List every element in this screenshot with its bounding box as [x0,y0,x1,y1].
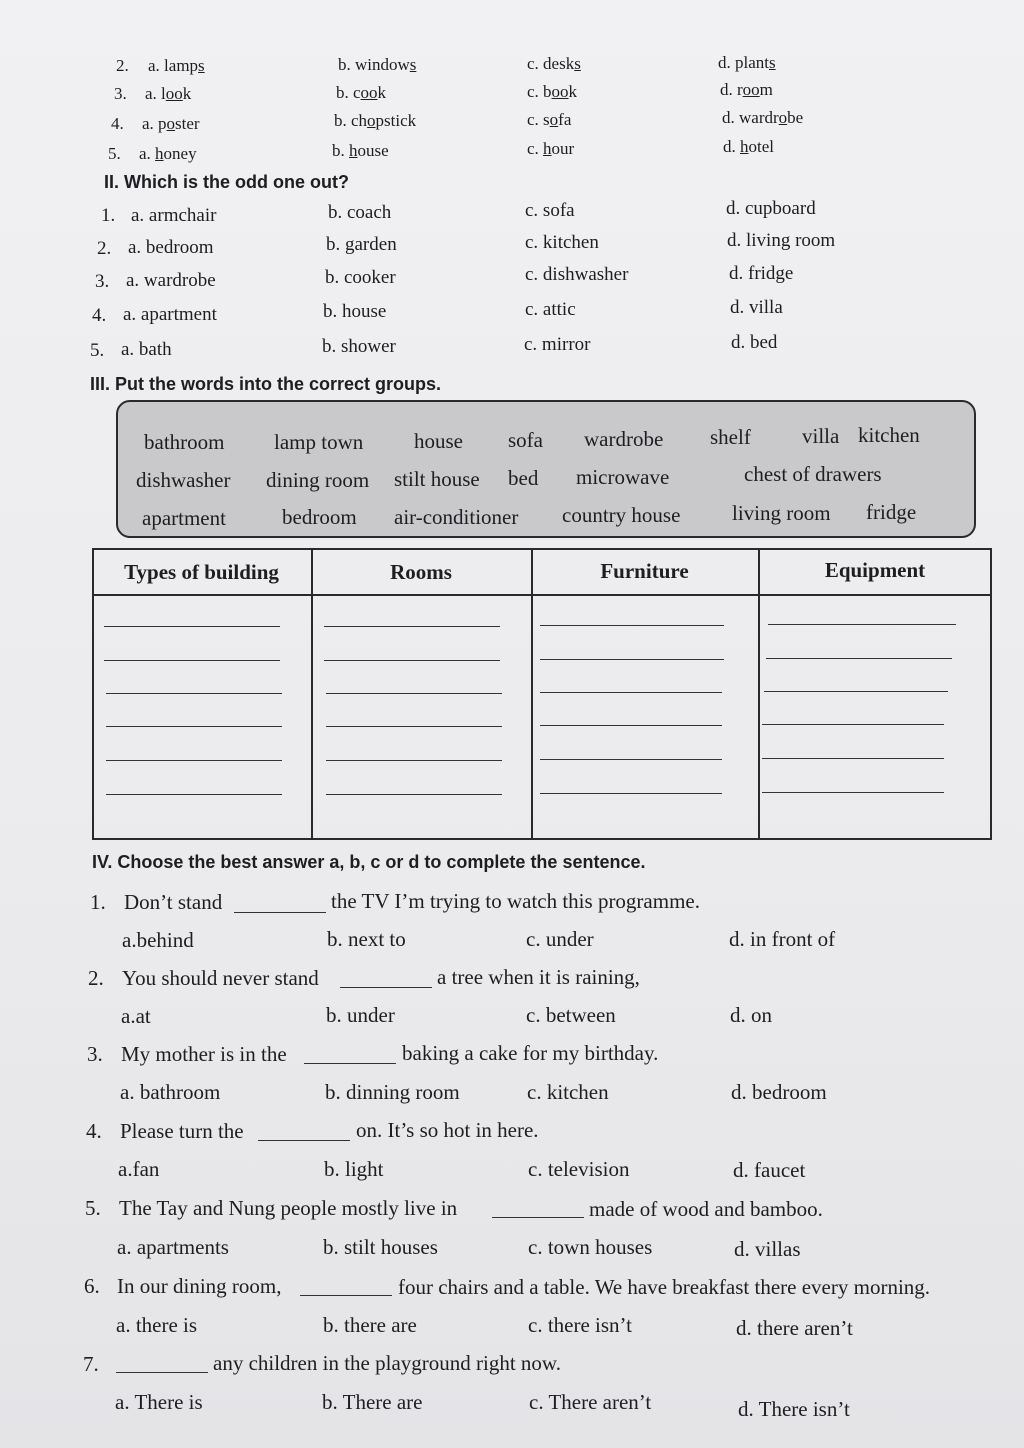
question-number: 7. [83,1352,99,1376]
table-border-left [92,548,94,840]
option-a: a. bedroom [128,237,214,258]
option-letter: d. [722,108,735,127]
underlined-sound: h [155,144,164,163]
option-d: d. bed [731,332,778,353]
answer-blank[interactable] [540,659,724,660]
answer-blank[interactable] [326,760,502,761]
word-part: l [161,84,166,103]
answer-blank[interactable] [764,691,948,692]
question-number: 2. [116,56,129,75]
option-c: c. television [528,1157,630,1181]
underlined-sound: s [769,53,776,72]
word-apartment: apartment [142,506,226,530]
word-villa: villa [802,424,840,448]
question-text-before: In our dining room, [117,1274,282,1298]
table-border-top [92,548,992,550]
option-letter: d. [718,53,731,72]
option-a: a. bathroom [120,1080,221,1104]
underlined-sound: o [778,108,788,127]
word-part: s [543,110,550,129]
question-text-after: baking a cake for my birthday. [402,1041,659,1065]
word-part: m [759,80,773,99]
answer-blank[interactable] [540,625,724,626]
option-d: d. faucet [733,1158,806,1182]
question-text-after: made of wood and bamboo. [589,1197,823,1221]
word-part: be [787,108,804,127]
table-column-divider [758,548,760,840]
question-number: 4. [86,1119,102,1143]
word-part: fa [558,110,572,129]
word-part: pstick [375,111,417,130]
header-types-of-building: Types of building [124,560,279,584]
option-a: a.behind [122,928,194,952]
question-number: 6. [84,1274,100,1298]
question-number: 1. [90,890,106,914]
option-d: d. there aren’t [736,1316,853,1340]
answer-blank[interactable] [762,724,944,725]
word-part: desk [543,54,575,73]
word-part: r [737,80,743,99]
answer-blank[interactable] [106,794,282,795]
question-number: 5. [90,340,105,361]
question-number: 4. [92,305,107,326]
answer-blank[interactable] [258,1140,350,1141]
word-part: c [353,83,361,102]
option-b: b. coach [328,202,392,223]
option-a: a. there is [116,1313,198,1337]
word-country-house: country house [562,503,681,527]
word-part: otel [748,137,774,156]
answer-blank[interactable] [104,660,280,661]
underlined-sound: o [549,110,559,129]
header-equipment: Equipment [824,558,926,582]
question-number: 2. [97,238,112,259]
option-c: c. between [526,1003,616,1027]
option-letter: a. [148,56,160,75]
question-number: 3. [95,271,110,292]
option-letter: a. [139,144,151,163]
answer-blank[interactable] [492,1217,584,1218]
word-part: wardr [739,108,779,127]
option-letter: c. [527,139,539,158]
header-rooms: Rooms [390,560,452,584]
question-text-after: on. It’s so hot in here. [356,1118,539,1142]
option-a: a. apartments [117,1235,229,1259]
question-text-before: Don’t stand [124,890,223,914]
underlined-sound: oo [551,82,569,101]
option-a [145,84,191,104]
option-c: c. kitchen [527,1080,609,1104]
word-microwave: microwave [576,465,670,489]
question-number: 5. [85,1196,101,1220]
option-d [718,53,776,73]
underlined-sound: oo [360,83,378,102]
table-border-bottom [92,838,992,840]
word-part: oney [163,144,197,163]
option-c [527,82,577,102]
option-d [720,80,773,100]
option-c [527,110,571,130]
option-b: b. light [324,1157,384,1181]
option-d: d. on [730,1003,772,1027]
option-c: c. there isn’t [528,1313,632,1337]
word-dishwasher: dishwasher [136,468,231,492]
answer-blank[interactable] [768,624,956,625]
underlined-sound: o [367,111,376,130]
section-heading: II. Which is the odd one out? [104,172,349,192]
option-d: d. living room [727,230,836,251]
word-house: house [414,429,463,453]
answer-blank[interactable] [104,626,280,627]
word-part: k [568,82,578,101]
underlined-sound: s [198,56,205,75]
word-sofa: sofa [508,428,543,452]
option-d: d. fridge [729,263,794,284]
option-d [722,108,803,128]
word-part: k [182,84,192,103]
option-c [527,139,574,159]
option-letter: d. [720,80,733,99]
option-c [527,54,581,74]
answer-blank[interactable] [106,693,282,694]
option-letter: a. [145,84,157,103]
option-a [142,114,200,134]
question-text-after: a tree when it is raining, [437,965,640,989]
option-c: c. There aren’t [529,1390,652,1414]
option-c: c. attic [525,299,576,320]
option-a: a. armchair [131,205,217,226]
option-b: b. next to [327,927,406,951]
option-b: b. stilt houses [323,1235,438,1259]
word-part: b [543,82,552,101]
option-d: d. There isn’t [738,1397,850,1421]
option-a: a.fan [118,1157,160,1181]
option-a: a. There is [115,1390,203,1414]
answer-blank[interactable] [540,793,722,794]
word-part: window [355,55,410,74]
table-header-divider [92,594,992,596]
question-text-after: four chairs and a table. We have breakfast there every morning. [398,1275,931,1299]
option-b: b. under [326,1003,395,1027]
table-border-right [990,548,992,840]
option-d: d. villa [730,297,783,318]
word-part: our [551,139,575,158]
option-c: c. town houses [528,1235,653,1259]
word-part: ster [175,114,200,133]
question-number: 2. [88,966,104,990]
option-a: a. bath [121,339,172,360]
word-wardrobe: wardrobe [584,427,664,451]
answer-blank[interactable] [300,1295,392,1296]
answer-blank[interactable] [116,1372,208,1373]
question-text-after: the TV I’m trying to watch this programme. [331,889,700,913]
option-letter: b. [336,83,349,102]
option-b: b. dinning room [325,1080,460,1104]
question-text-before: You should never stand [122,966,319,990]
word-bedroom: bedroom [282,505,357,529]
option-letter: b. [338,55,351,74]
answer-blank[interactable] [766,658,952,659]
answer-blank[interactable] [324,626,500,627]
answer-blank[interactable] [762,792,944,793]
word-chest-of-drawers: chest of drawers [744,462,882,486]
word-air-conditioner: air-conditioner [394,505,519,529]
word-lamp-town: lamp town [274,430,364,454]
answer-blank[interactable] [762,758,944,759]
word-part: k [377,83,387,102]
option-b [334,111,416,131]
word-bathroom: bathroom [144,430,225,454]
underlined-sound: h [543,139,552,158]
answer-blank[interactable] [234,912,326,913]
underlined-sound: oo [165,84,183,103]
option-letter: b. [334,111,347,130]
question-text-before: Please turn the [120,1119,244,1143]
question-number: 3. [87,1042,103,1066]
option-letter: c. [527,110,539,129]
answer-blank[interactable] [304,1063,396,1064]
option-letter: c. [527,82,539,101]
table-column-divider [531,548,533,840]
underlined-sound: s [574,54,581,73]
option-letter: c. [527,54,539,73]
underlined-sound: h [349,141,358,160]
option-a [139,144,197,164]
option-d: d. cupboard [726,198,816,219]
option-c: c. sofa [525,200,575,221]
option-a: a. apartment [123,304,217,325]
answer-blank[interactable] [326,693,502,694]
question-number: 4. [111,114,124,133]
option-d: d. villas [734,1237,801,1261]
underlined-sound: h [740,137,749,156]
option-c: c. under [526,927,594,951]
option-b: b. house [323,301,387,322]
answer-blank[interactable] [326,794,502,795]
question-number: 3. [114,84,127,103]
word-part: ouse [357,141,389,160]
option-b: b. There are [322,1390,423,1414]
section-heading: IV. Choose the best answer a, b, c or d to complete the sentence. [92,852,646,872]
option-letter: b. [332,141,345,160]
option-d: d. in front of [729,927,836,951]
option-b: b. garden [326,234,397,255]
answer-blank[interactable] [106,760,282,761]
answer-blank[interactable] [340,987,432,988]
word-part: ch [351,111,368,130]
question-text-before: The Tay and Nung people mostly live in [119,1196,458,1220]
word-kitchen: kitchen [858,423,920,447]
word-fridge: fridge [866,500,917,524]
header-furniture: Furniture [600,559,689,583]
option-c: c. mirror [524,334,591,355]
groups-table [92,548,992,840]
answer-blank[interactable] [106,726,282,727]
answer-blank[interactable] [540,692,722,693]
word-box [116,400,976,538]
underlined-sound: oo [742,80,760,99]
option-c: c. kitchen [525,232,599,253]
question-text-after: any children in the playground right now. [213,1351,561,1375]
underlined-sound: o [166,114,176,133]
word-part: p [158,114,167,133]
question-text-before: My mother is in the [121,1042,287,1066]
option-a [148,56,205,76]
word-living-room: living room [732,501,831,525]
question-number: 5. [108,144,121,163]
answer-blank[interactable] [324,660,500,661]
option-letter: d. [723,137,736,156]
section-heading: III. Put the words into the correct groups. [90,374,442,394]
option-c: c. dishwasher [525,264,629,285]
question-number: 1. [101,205,116,226]
word-shelf: shelf [710,425,751,449]
option-b: b. shower [322,336,396,357]
option-b [338,55,416,75]
answer-blank[interactable] [540,759,722,760]
option-d [723,137,774,157]
option-letter: a. [142,114,154,133]
word-part: plant [735,53,769,72]
option-d: d. bedroom [731,1080,827,1104]
word-dining-room: dining room [266,468,370,492]
word-part: lamp [164,56,199,75]
answer-blank[interactable] [540,725,722,726]
underlined-sound: s [409,55,417,74]
option-b [332,141,389,161]
answer-blank[interactable] [326,726,502,727]
word-bed: bed [508,466,539,490]
table-column-divider [311,548,313,840]
option-b: b. there are [323,1313,417,1337]
option-a: a. wardrobe [126,270,216,291]
word-stilt-house: stilt house [394,467,480,491]
option-b [336,83,386,103]
option-a: a.at [121,1004,151,1028]
option-b: b. cooker [325,267,396,288]
